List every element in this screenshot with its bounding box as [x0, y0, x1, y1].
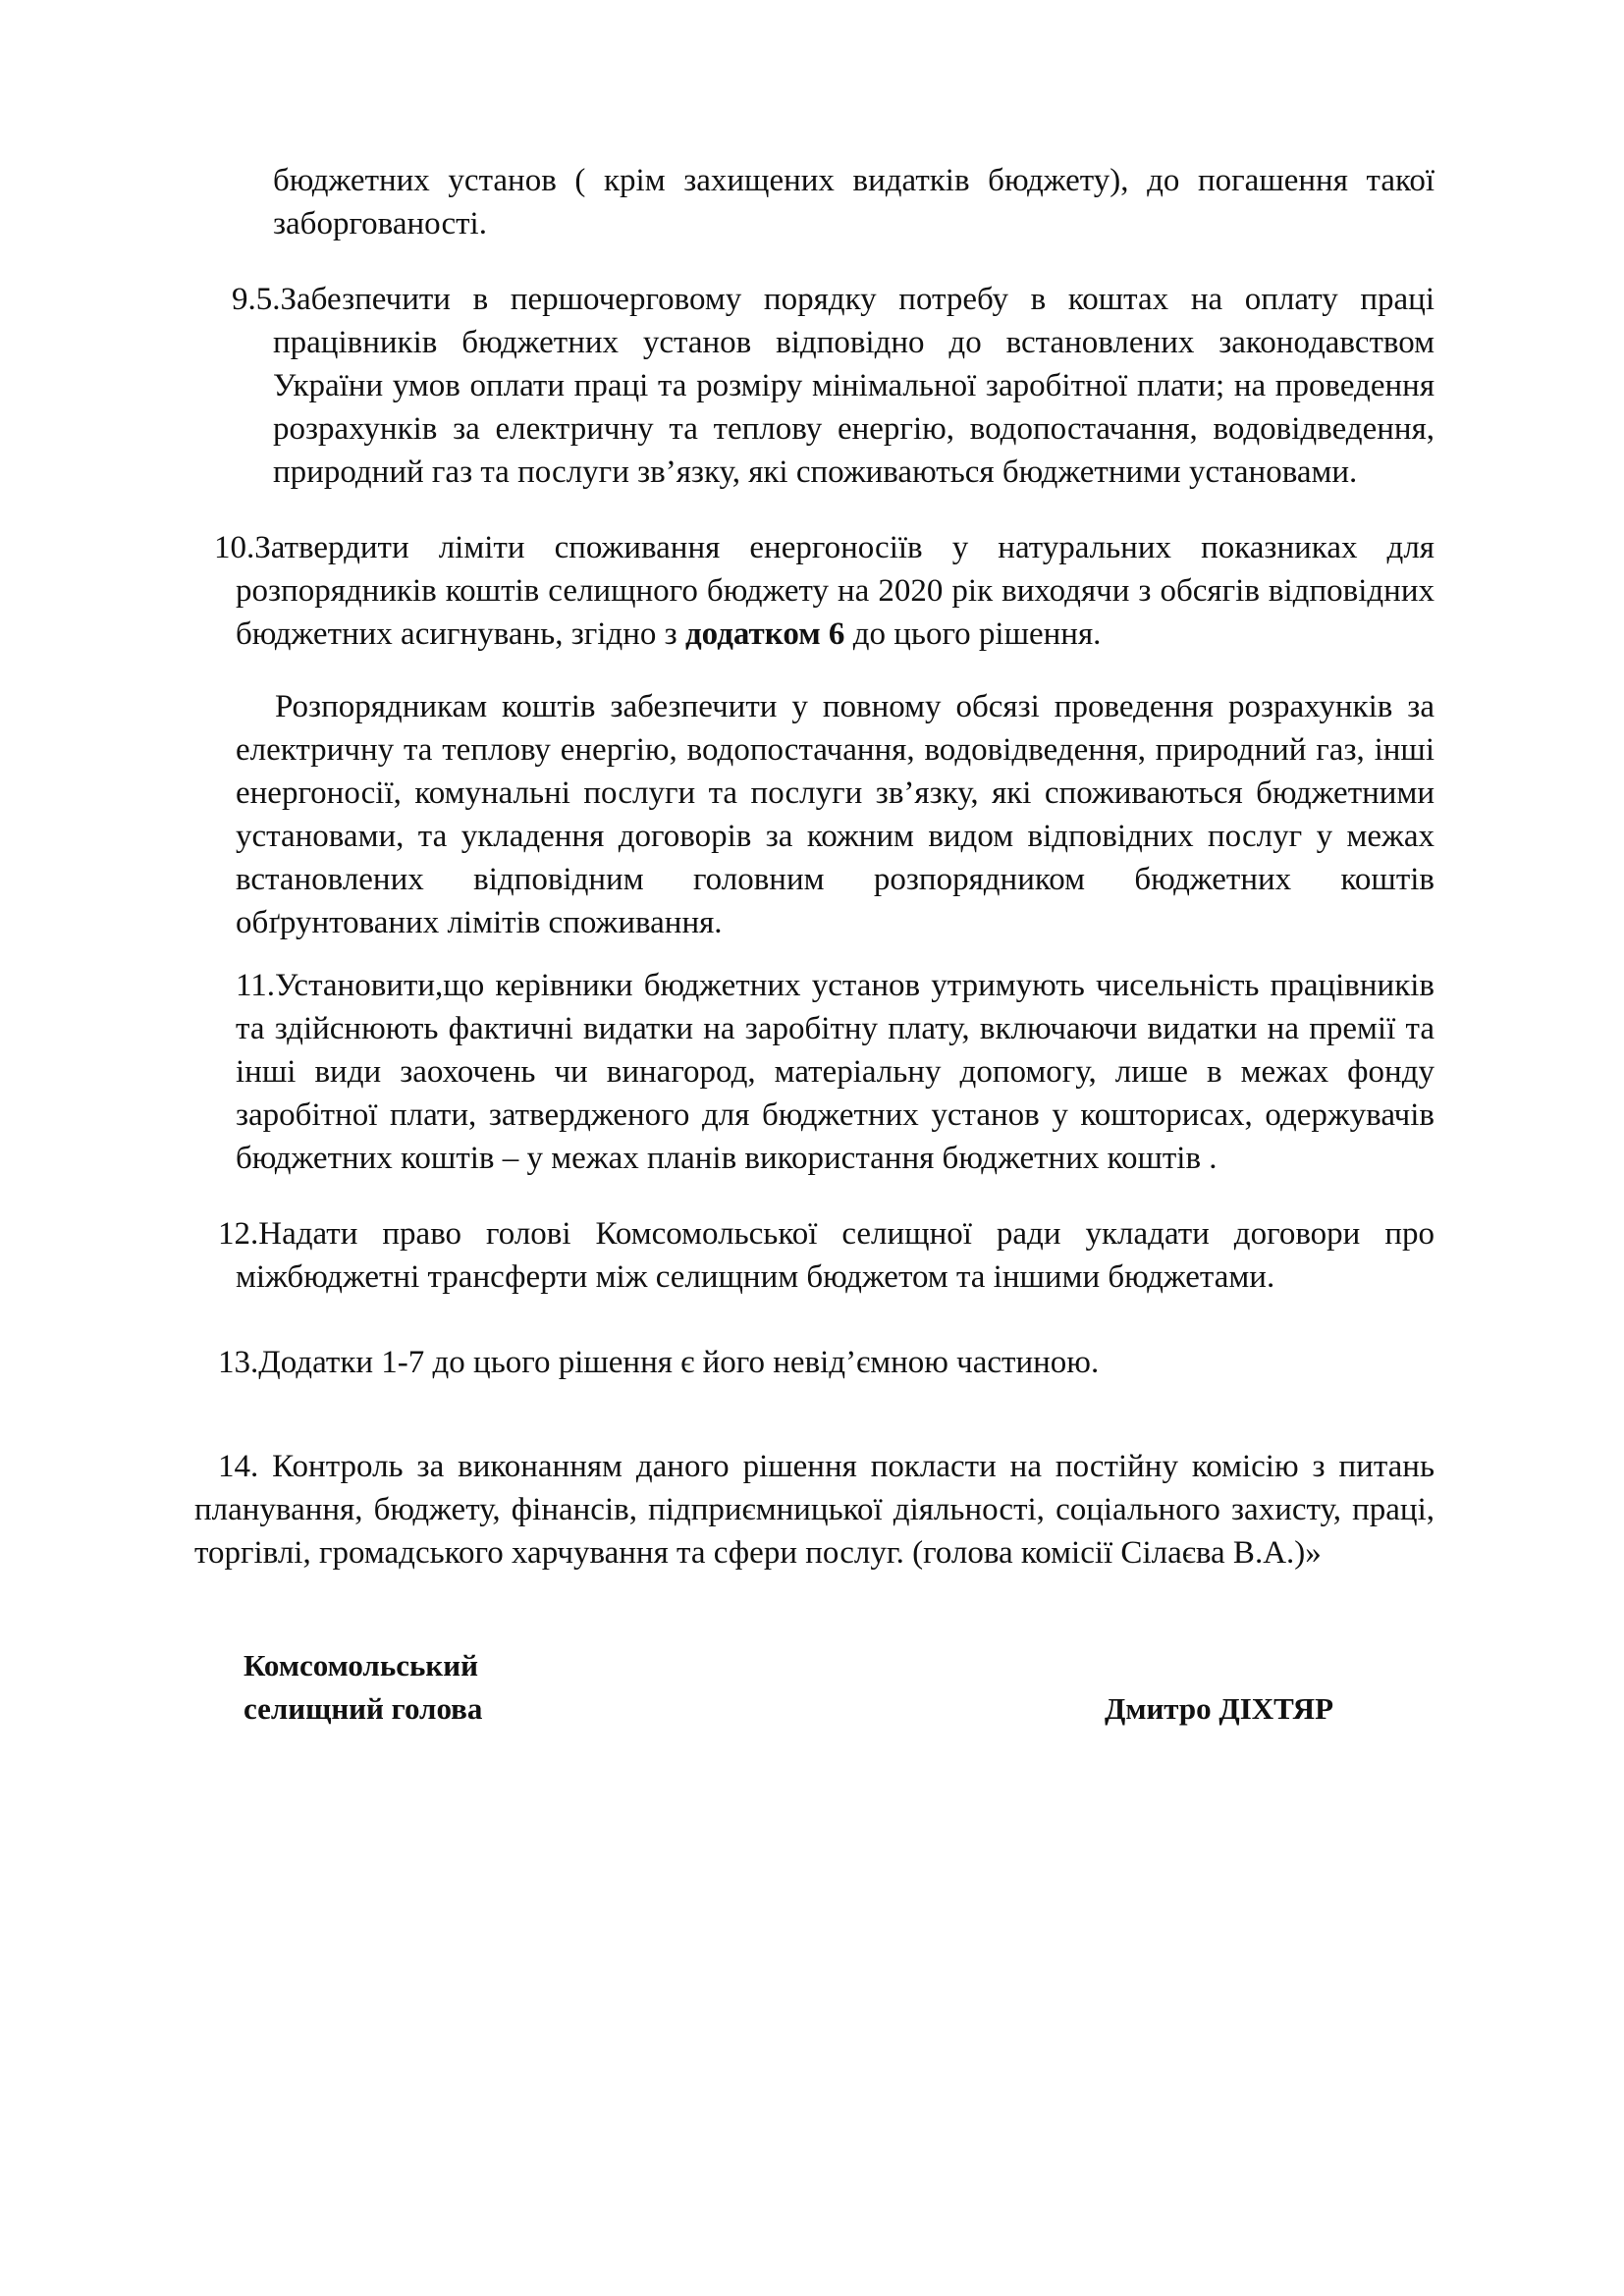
signature-title-line1: Комсомольський	[244, 1648, 478, 1682]
paragraph-10-managers: Розпорядникам коштів забезпечити у повному обсязі проведення розрахунків за електричну та теплову енергію, водопостачання, водовідведення, природний газ, інші енергоносії, комунальні послуги та послуги зв’язку, які споживаються бюджетними установами, та укладення договорів за кожним видом відповідних послуг у межах встановлених відповідним головним розпорядником бюджетних коштів обґрунтованих лімітів споживання.	[236, 689, 1435, 940]
paragraph-14: 14. Контроль за виконанням даного рішення покласти на постійну комісію з питань планування, бюджету, фінансів, підприємницької діяльності, соціального захисту, праці, торгівлі, громадського харчування та сфери послуг. (голова комісії Сілаєва В.А.)»	[194, 1449, 1435, 1571]
paragraph-12: 12.Надати право голові Комсомольської селищної ради укладати договори про міжбюджетні трансферти між селищним бюджетом та іншими бюджетами.	[218, 1216, 1435, 1295]
signature-name: Дмитро ДІХТЯР	[1105, 1691, 1333, 1726]
paragraph-10-ending: до цього рішення.	[844, 616, 1102, 652]
signature-title	[244, 1644, 482, 1731]
paragraph-9-5: 9.5.Забезпечити в першочерговому порядку потребу в коштах на оплату праці працівників бюджетних установ відповідно до встановлених законодавством України умов оплати праці та розміру мінімальної заробітної плати; на проведення розрахунків за електричну та теплову енергію, водопостачання, водовідведення, природний газ та послуги зв’язку, які споживаються бюджетними установами.	[232, 282, 1435, 490]
signature-title-line2: селищний голова	[244, 1691, 483, 1726]
paragraph-10	[214, 526, 1435, 656]
paragraph-13: 13.Додатки 1-7 до цього рішення є його невід’ємною частиною.	[218, 1345, 1100, 1380]
paragraph-11: 11.Установити,що керівники бюджетних установ утримують чисельність працівників та здійснюють фактичні видатки на заробітну плату, включаючи видатки на премії та інші види заохочень чи винагород, матеріальну допомогу, лише в межах фонду заробітної плати, затвердженого для бюджетних установ у кошторисах, одержувачів бюджетних коштів – у межах планів використання бюджетних коштів .	[236, 968, 1435, 1176]
paragraph-10-text: 10.Затвердити ліміти споживання енергоносіїв у натуральних показниках для розпорядників коштів селищного бюджету на 2020 рік виходячи з обсягів відповідних бюджетних асигнувань, згідно з	[214, 530, 1435, 652]
paragraph-9-4-continuation: бюджетних установ ( крім захищених видатків бюджету), до погашення такої заборгованості.	[273, 163, 1435, 241]
appendix-6-reference: додатком 6	[684, 616, 845, 652]
